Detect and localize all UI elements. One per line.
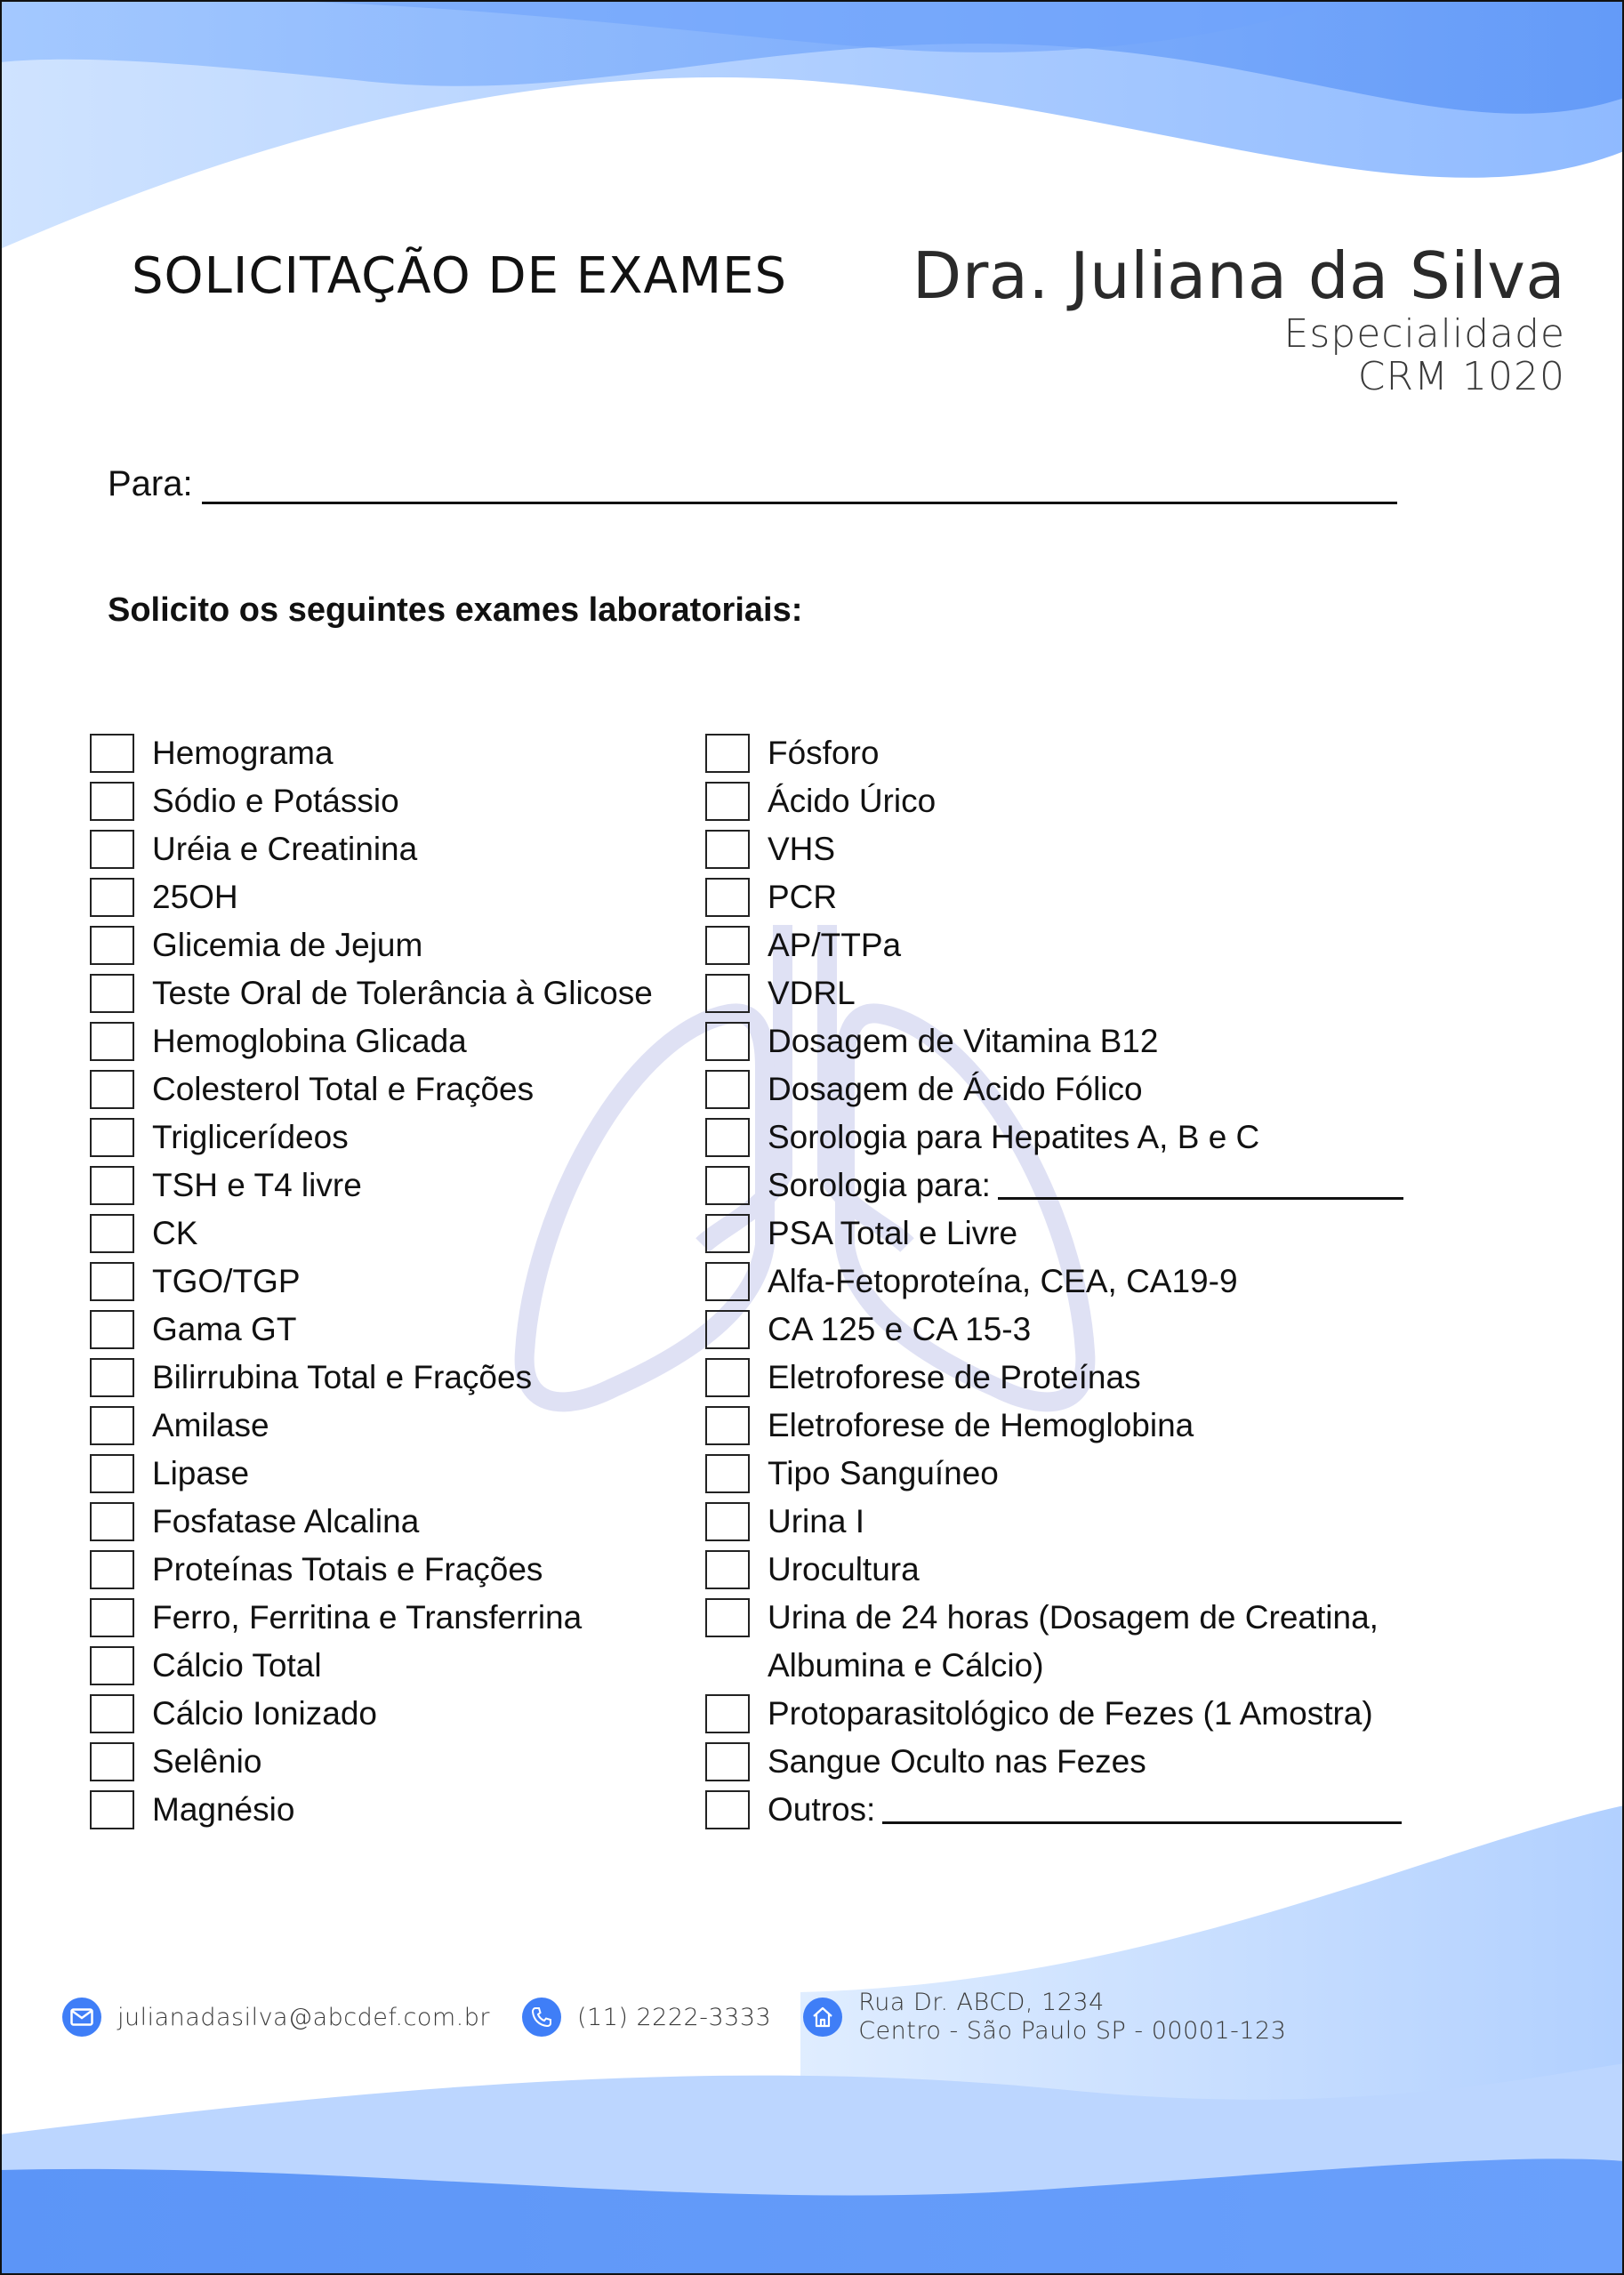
fill-in-line[interactable] [882,1786,1402,1824]
exam-label: Fósforo [768,735,880,771]
exam-checkbox[interactable] [705,1550,750,1589]
exam-label: Urina de 24 horas (Dosagem de Creatina, Albumina e Cálcio) [768,1599,1379,1684]
exam-item [705,777,1443,825]
exam-label: Alfa-Fetoproteína, CEA, CA19-9 [768,1263,1238,1299]
exam-item [90,1690,653,1738]
exam-checkbox[interactable] [705,1454,750,1493]
recipient-field[interactable] [202,466,1397,504]
exam-item [90,969,653,1017]
exam-checkbox[interactable] [90,1214,134,1253]
exam-label: Amilase [152,1407,269,1443]
exam-checkbox[interactable] [705,1502,750,1541]
exam-checkbox[interactable] [705,1118,750,1157]
exam-item [90,1642,653,1690]
exam-label: Magnésio [152,1791,295,1828]
contact-footer [62,1989,1318,2046]
exam-checkbox[interactable] [90,1070,134,1109]
exams-right-column [705,729,1443,1834]
phone-icon [522,1998,561,2037]
exam-checkbox[interactable] [705,974,750,1013]
exam-checkbox[interactable] [90,734,134,773]
exam-label: Proteínas Totais e Frações [152,1551,543,1588]
exam-item [705,1354,1443,1402]
exam-label: Urocultura [768,1551,920,1588]
contact-address [803,1989,1286,2046]
exam-checkbox[interactable] [90,1790,134,1829]
request-subtitle: Solicito os seguintes exames laboratoriais: [108,591,803,629]
exam-item [705,1450,1443,1498]
exam-item [90,1354,653,1402]
exam-item [90,1258,653,1306]
exam-checkbox[interactable] [705,782,750,821]
recipient-label: Para: [108,464,193,503]
exam-checkbox[interactable] [90,1310,134,1349]
exam-item [705,1738,1443,1786]
exam-item [705,825,1443,873]
exam-label: CK [152,1215,198,1251]
exam-checkbox[interactable] [90,1550,134,1589]
exam-label: Sangue Oculto nas Fezes [768,1743,1146,1780]
exam-item [705,1258,1443,1306]
address-text [858,1989,1286,2046]
exam-label: Fosfatase Alcalina [152,1503,420,1539]
exam-item [90,1210,653,1258]
exam-label: Hemoglobina Glicada [152,1023,467,1059]
exam-item [705,1498,1443,1546]
doctor-specialty: Especialidade [1283,311,1565,357]
exam-checkbox[interactable] [705,1022,750,1061]
exam-checkbox[interactable] [90,1502,134,1541]
doctor-name: Dra. Juliana da Silva [912,238,1565,313]
exam-item [90,1162,653,1210]
exam-item [90,873,653,921]
recipient-row [108,464,1397,504]
contact-phone [522,1998,771,2037]
exam-checkbox[interactable] [90,1262,134,1301]
exam-checkbox[interactable] [90,1694,134,1733]
header-wave-decoration [0,0,1624,267]
exam-label: Lipase [152,1455,250,1491]
exam-item [90,1065,653,1113]
exam-label: TGO/TGP [152,1263,301,1299]
exam-checkbox[interactable] [705,1214,750,1253]
exam-item [90,729,653,777]
address-line-2: Centro - São Paulo SP - 00001-123 [858,2017,1287,2045]
contact-email [62,1998,490,2037]
exam-label: Triglicerídeos [152,1119,349,1155]
exam-label: Selênio [152,1743,262,1780]
exam-item [705,729,1443,777]
doctor-crm: CRM 1020 [1357,354,1565,399]
exam-checkbox[interactable] [90,878,134,917]
exam-checkbox[interactable] [705,926,750,965]
phone-text: (11) 2222-3333 [577,2003,772,2031]
exam-label: Dosagem de Vitamina B12 [768,1023,1159,1059]
exams-left-column [90,729,653,1834]
exam-item [705,1690,1443,1738]
exam-label: PSA Total e Livre [768,1215,1018,1251]
exam-label: VDRL [768,975,856,1011]
exam-item [705,921,1443,969]
exam-checkbox[interactable] [90,1454,134,1493]
mail-icon [62,1998,101,2037]
exam-label: Eletroforese de Proteínas [768,1359,1141,1395]
exam-item [90,1498,653,1546]
exam-checkbox[interactable] [705,1406,750,1445]
exam-label: Hemograma [152,735,334,771]
email-text: julianadasilva@abcdef.com.br [117,2003,490,2031]
exam-label: AP/TTPa [768,927,902,963]
exam-label: VHS [768,831,836,867]
exam-checkbox[interactable] [90,1358,134,1397]
exam-checkbox[interactable] [705,1598,750,1637]
exam-item [90,1017,653,1065]
exam-item [705,1210,1443,1258]
exam-checkbox[interactable] [705,1070,750,1109]
exam-label: CA 125 e CA 15-3 [768,1311,1032,1347]
exam-checkbox[interactable] [705,1262,750,1301]
exam-item [705,1402,1443,1450]
exam-label: Urina I [768,1503,864,1539]
exam-label: Teste Oral de Tolerância à Glicose [152,975,653,1011]
exam-item [90,825,653,873]
exam-checkbox[interactable] [705,1790,750,1829]
exam-item [705,1065,1443,1113]
exam-checkbox[interactable] [90,1022,134,1061]
exam-item [705,1594,1443,1690]
exam-checkbox[interactable] [705,1358,750,1397]
exam-label: Ferro, Ferritina e Transferrina [152,1599,583,1636]
fill-in-line[interactable] [998,1162,1403,1200]
exam-label: Cálcio Ionizado [152,1695,377,1732]
exam-checkbox[interactable] [90,1742,134,1781]
exam-item [90,777,653,825]
exam-item [90,1306,653,1354]
exam-item [90,921,653,969]
exam-checkbox[interactable] [705,878,750,917]
exam-label: Ácido Úrico [768,783,937,819]
exam-label: Dosagem de Ácido Fólico [768,1071,1143,1107]
exam-label: Gama GT [152,1311,297,1347]
exam-item [705,1786,1443,1834]
exam-checkbox[interactable] [90,1166,134,1205]
exam-item [90,1786,653,1834]
exam-item [90,1738,653,1786]
exam-checkbox[interactable] [705,734,750,773]
exam-item [705,1162,1443,1210]
exam-checkbox[interactable] [90,1646,134,1685]
exam-item [90,1450,653,1498]
exam-item [705,969,1443,1017]
exam-label: Sorologia para Hepatites A, B e C [768,1119,1260,1155]
page-title: SOLICITAÇÃO DE EXAMES [132,247,788,305]
exam-checkbox[interactable] [705,830,750,869]
home-icon [803,1998,842,2037]
exam-checkbox[interactable] [90,926,134,965]
exam-label: PCR [768,879,838,915]
exam-label: Sorologia para: [768,1167,991,1203]
exam-label: Glicemia de Jejum [152,927,423,963]
exam-checkbox[interactable] [90,1118,134,1157]
exam-label: Outros: [768,1791,876,1828]
exam-item [705,1017,1443,1065]
exam-label: 25OH [152,879,238,915]
exam-label: Uréia e Creatinina [152,831,418,867]
exam-item [705,1113,1443,1162]
exam-label: Protoparasitológico de Fezes (1 Amostra) [768,1695,1373,1732]
exam-item [90,1402,653,1450]
exam-label: Tipo Sanguíneo [768,1455,999,1491]
exam-checkbox[interactable] [90,974,134,1013]
exam-item [90,1113,653,1162]
exam-checkbox[interactable] [90,782,134,821]
exam-checkbox[interactable] [90,1406,134,1445]
exam-label: Sódio e Potássio [152,783,399,819]
exam-item [705,1546,1443,1594]
exam-item [90,1594,653,1642]
exam-label: TSH e T4 livre [152,1167,362,1203]
exam-item [90,1546,653,1594]
exam-label: Cálcio Total [152,1647,322,1684]
exam-checkbox[interactable] [90,830,134,869]
doctor-block [912,238,1565,398]
exam-checkbox[interactable] [705,1310,750,1349]
exam-checkbox[interactable] [90,1598,134,1637]
exam-label: Eletroforese de Hemoglobina [768,1407,1194,1443]
exam-item [705,873,1443,921]
exam-item [705,1306,1443,1354]
exam-label: Bilirrubina Total e Frações [152,1359,533,1395]
exam-checkbox[interactable] [705,1166,750,1205]
exam-label: Colesterol Total e Frações [152,1071,535,1107]
exam-checkbox[interactable] [705,1742,750,1781]
exam-checkbox[interactable] [705,1694,750,1733]
address-line-1: Rua Dr. ABCD, 1234 [858,1989,1105,2016]
